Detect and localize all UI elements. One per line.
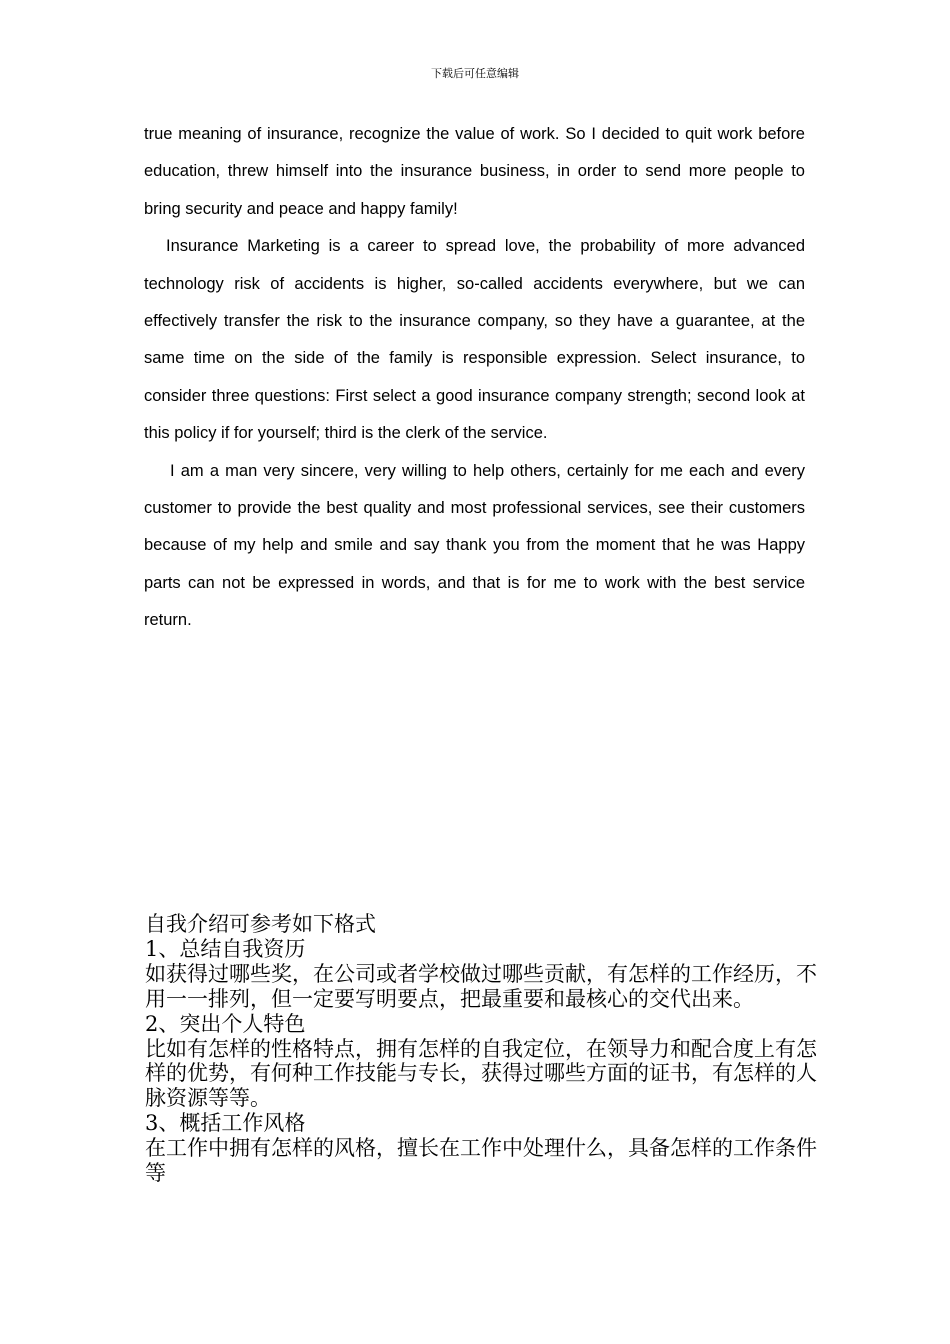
guide-heading-3: 3、概括工作风格 bbox=[145, 1111, 306, 1136]
guide-title: 自我介绍可参考如下格式 bbox=[145, 912, 376, 936]
english-body bbox=[144, 116, 805, 640]
self-intro-guide bbox=[145, 912, 825, 1186]
guide-body-3: 在工作中拥有怎样的风格，擅长在工作中处理什么，具备怎样的工作条件等 bbox=[145, 1136, 817, 1186]
paragraph-2: Insurance Marketing is a career to spread love, the probability of more advanced technology risk of accidents is higher, so-called accidents everywhere, but we can effectively transfer the risk to the insurance company, so they have a guarantee, at the same time on the side of the family is responsible expression. Select insurance, to consider three questions: First select a good insurance company strength; second look at this policy if for yourself; third is the clerk of the service. bbox=[144, 237, 805, 443]
guide-heading-1: 1、总结自我资历 bbox=[145, 936, 306, 961]
page-header: 下载后可任意编辑 bbox=[431, 67, 519, 80]
guide-body-2: 比如有怎样的性格特点，拥有怎样的自我定位，在领导力和配合度上有怎样的优势，有何种工作技能与专长，获得过哪些方面的证书，有怎样的人脉资源等等。 bbox=[145, 1036, 817, 1111]
paragraph-3: I am a man very sincere, very willing to help others, certainly for me each and every customer to provide the best quality and most professional services, see their customers because of my help and smile and say thank you from the moment that he was Happy parts can not be expressed in words, and that is for me to work with the best service return. bbox=[144, 461, 805, 630]
paragraph-1: true meaning of insurance, recognize the value of work. So I decided to quit work before education, threw himself into the insurance business, in order to send more people to bring security and peace and happy family! bbox=[144, 125, 805, 218]
guide-heading-2: 2、突出个人特色 bbox=[145, 1011, 306, 1036]
guide-body-1: 如获得过哪些奖，在公司或者学校做过哪些贡献，有怎样的工作经历，不用一一排列，但一定要写明要点，把最重要和最核心的交代出来。 bbox=[145, 961, 817, 1011]
